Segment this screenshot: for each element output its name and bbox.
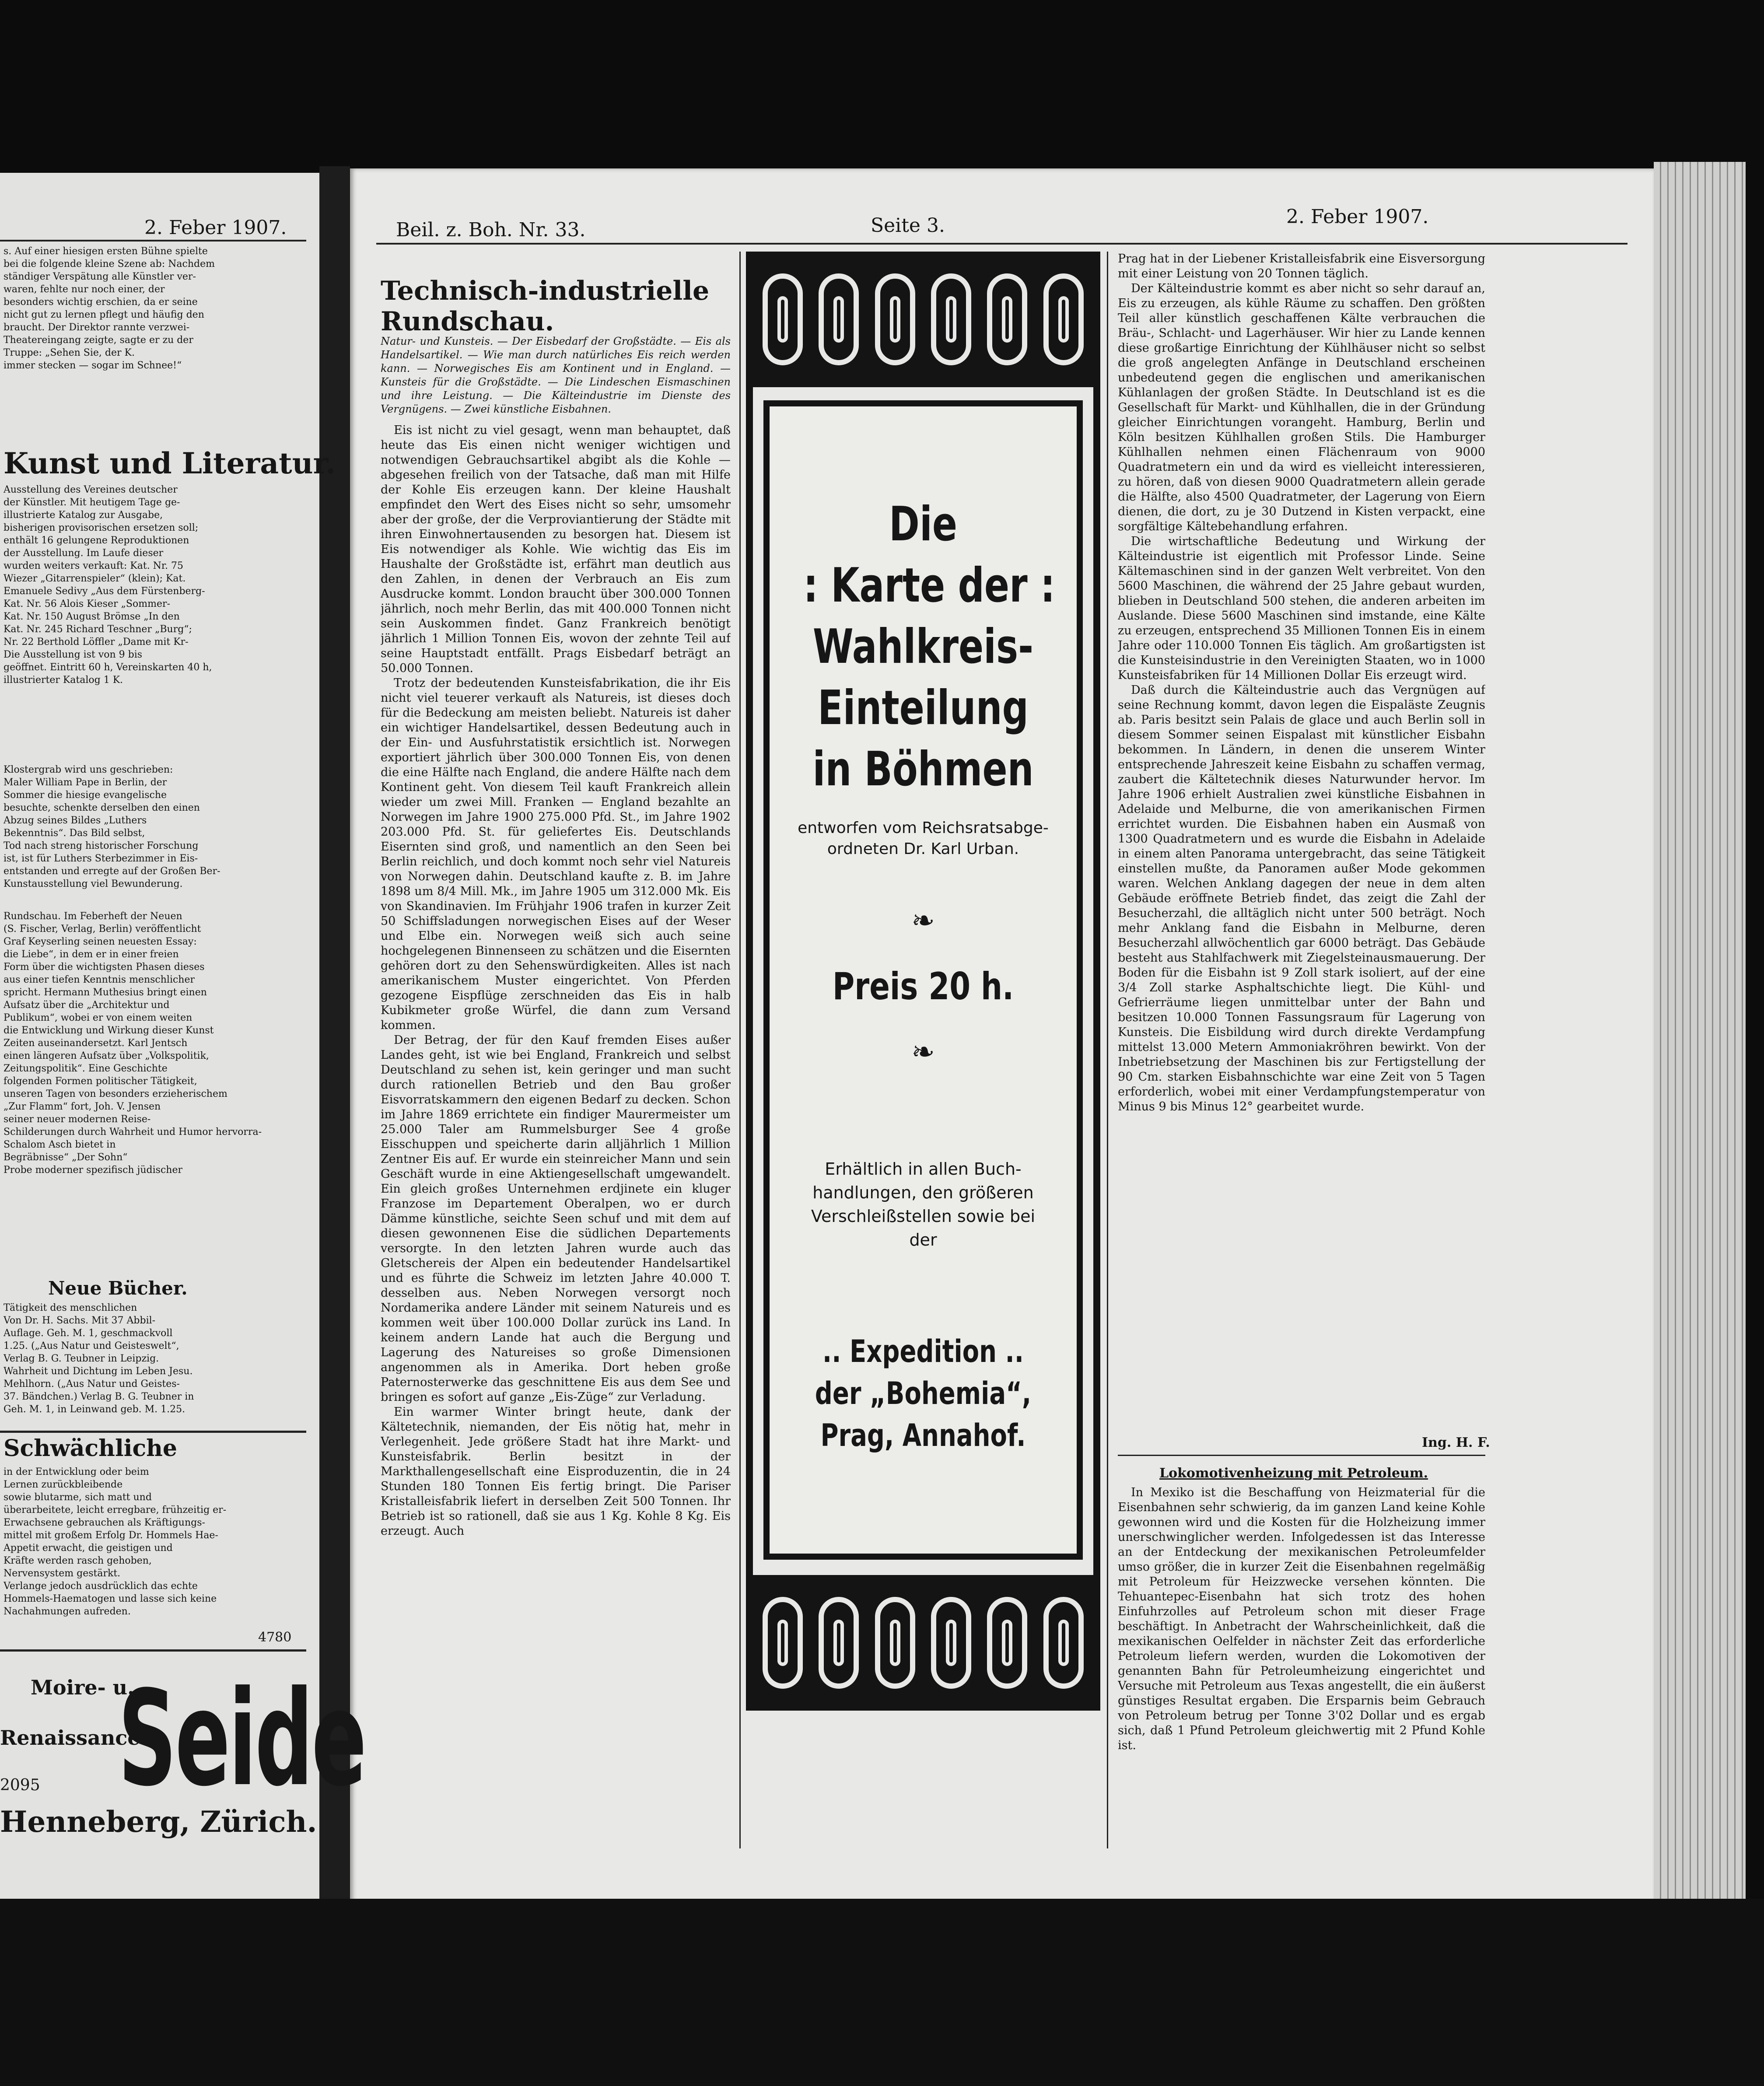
left-intro-line: braucht. Der Direktor rannte verzwei-	[4, 322, 190, 333]
left-kunst-line: Wiezer „Gitarrenspieler“ (klein); Kat.	[4, 573, 186, 584]
left-ad-line: in der Entwicklung oder beim	[4, 1466, 149, 1477]
ad-author-line-2: ordneten Dr. Karl Urban.	[827, 840, 1019, 858]
left-rundschau-line: unseren Tagen von besonders erzieherischem	[4, 1088, 228, 1099]
left-kloster-line: Kunstausstellung viel Bewunderung.	[4, 878, 183, 889]
left-kunst-line: Nr. 22 Berthold Löffler „Dame mit Kr-	[4, 637, 189, 648]
left-intro-line: besonders wichtig erschien, da er seine	[4, 297, 198, 308]
article2-paragraph: In Mexiko ist die Beschaffung von Heizmaterial für die Eisenbahnen sehr schwierig, da im ganzen Land keine Kohle gewonnen wird und die Kosten für die Holzheizung immer unerschwinglicher werden. Infolgedessen ist das Interesse an der Entdeckung der mexikanischen Petroleumfelder umso größer, die in kurzer Zeit die Eisenbahnen regelmäßig mit Petroleum für Heizzwecke versehen könnten. Die Tehuantepec-Eisenbahn hat sich trotz des hohen Einfuhrzolles auf Petroleum schon mit dieser Frage beschäftigt. In Anbetracht der Wahrscheinlichkeit, daß die mexikanischen Oelfelder in nächster Zeit das erforderliche Petroleum liefern werden, wurden die Lokomotiven der genannten Bahn für Petroleumheizung eingerichtet und Versuche mit Petroleum aus Texas angestellt, die ein äußerst günstiges Resultat ergaben. Die Ersparnis beim Gebrauch von Petroleum betrug per Tonne 3'02 Dollar und es ergab sich, daß 1 Pfund Petroleum gleichwertig mit 2 Pfund Kohle ist.	[1118, 1486, 1485, 1752]
left-intro-line: ständiger Verspätung alle Künstler ver-	[4, 271, 196, 282]
col3-paragraph-2: Der Kälteindustrie kommt es aber nicht so sehr darauf an, Eis zu erzeugen, als kühle Räume zu schaffen. Den größten Teil aller künstlich geschaffenen Kälte verbrauchen die Bräu-, Schlacht- und Lagerhäuser. Wir hier zu Lande kennen diese großartige Einrichtung der Kühlhäuser nicht so selbst die groß angelegten Anfänge in Deutschland erscheinen unbedeutend gegen die englischen und amerikanischen Kühlanlagen der großen Städte. In Deutschland ist es die Gesellschaft für Markt- und Kühlhallen, die in der Gründung gleicher Einrichtungen vorangeht. Hamburg, Berlin und Köln besitzen Kühlhallen großen Stils. Die Hamburger Kühlhallen nehmen einen Flächenraum von 9000 Quadratmetern ein und da wird es vielleicht interessieren, zu hören, daß von diesen 9000 Quadratmetern allein gerade die Hälfte, also 4500 Quadratmeter, der Lagerung von Eiern dienen, die dort, zu je 30 Dutzend in Kisten verpackt, eine sorgfältige Kältebehandlung erfahren.	[1118, 282, 1485, 533]
article-rundschau-body	[381, 335, 731, 1853]
left-kloster-line: Abzug seines Bildes „Luthers	[4, 815, 147, 826]
left-kunst-line: enthält 16 gelungene Reproduktionen	[4, 535, 189, 546]
left-intro-line: bei die folgende kleine Szene ab: Nachdem	[4, 259, 215, 270]
left-kunst-text	[4, 483, 305, 763]
left-kunst-line: der Künstler. Mit heutigem Tage ge-	[4, 497, 180, 508]
ad-title-line-3: Wahlkreis-	[812, 620, 1034, 674]
article-paragraph-3: Der Betrag, der für den Kauf fremden Eises außer Landes geht, ist wie bei England, Frankreich und selbst Deutschland zu sehen ist, kein geringer und man sucht durch rationellen Betrieb und den Bau großer Eisvorratskammern den eigenen Bedarf zu decken. Schon im Jahre 1869 errichtete ein findiger Maurermeister um 25.000 Taler am Rummelsburger See 4 große Eisschuppen und speicherte darin alljährlich 1 Million Zentner Eis auf. Er wurde ein steinreicher Mann und sein Geschäft wurde in eine Aktiengesellschaft umgewandelt. Ein gleich großes Unternehmen erdjinete ein kluger Franzose im Departement Oberalpen, wo er durch Dämme künstliche, seichte Seen schuf und mit dem auf diesen gewonnenen Eise die südlichen Departements versorgte. In den letzten Jahren wurde auch das Gletschereis der Alpen ein bedeutender Handelsartikel und es führte die Schweiz im letzten Jahre 40.000 T. desselben aus. Neben Norwegen versorgt noch Nordamerika andere Länder mit seinem Natureis und es kommen weit über 100.000 Dollar zurück ins Land. In keinem andern Lande hat auch die Bergung und Lagerung des Natureises so große Dimensionen angenommen als in Amerika. Dort heben große Paternosterwerke das geschnittene Eis aus dem See und bringen es sofort auf ganze „Eis-Züge“ zur Verladung.	[381, 1033, 731, 1404]
map-advertisement	[746, 252, 1100, 1711]
left-intro-line: immer stecken — sogar im Schnee!“	[4, 360, 182, 371]
ornament-band-top	[746, 252, 1100, 387]
neue-buecher-line: Verlag B. G. Teubner in Leipzig.	[4, 1353, 159, 1364]
left-rundschau-line: Probe moderner spezifisch jüdischer	[4, 1165, 182, 1176]
left-ad-line: Hommels-Haematogen und lasse sich keine	[4, 1593, 217, 1604]
article-paragraph-4: Ein warmer Winter bringt heute, dank der Kältetechnik, niemanden, der Eis nötig hat, mehr in Verlegenheit. Jede größere Stadt hat ihre Markt- und Kunsteisfabrik. Berlin besitzt in der Markthallengesellschaft eine Eisproduzentin, die in 24 Stunden 180 Tonnen Eis fertig bringt. Die Pariser Kristalleisfabrik liefert in derselben Zeit 500 Tonnen. Ihr Betrieb ist so rationell, daß sie aus 1 Kg. Kohle 8 Kg. Eis erzeugt. Auch	[381, 1405, 731, 1538]
article-kuehlhallen-body	[1118, 252, 1485, 1433]
left-rundschau-line: einen längeren Aufsatz über „Volkspolitik,	[4, 1050, 209, 1061]
left-rundschau-line: aus einer tiefen Kenntnis menschlicher	[4, 974, 195, 985]
article-paragraph-1: Eis ist nicht zu viel gesagt, wenn man behauptet, daß heute das Eis einen nicht weniger wichtigen und notwendigen Gebrauchsartikel abgibt als die Kohle — abgesehen freilich von der Tatsache, daß man mit Hilfe der Kohle Eis erzeugen kann. Der kleine Haushalt empfindet den Wert des Eises nicht so sehr, umsomehr aber der große, der die Verproviantierung der Städte mit ihren Einwohnertausenden zu besorgen hat. Diesem ist Eis notwendiger als Kohle. Wie wichtig das Eis im Haushalte der Großstädte ist, erfährt man deutlich aus den Zahlen, in denen der Verbrauch an Eis zum Ausdrucke kommt. London braucht über 300.000 Tonnen jährlich, noch mehr Berlin, das mit 400.000 Tonnen nicht sein Auskommen findet. Ganz Frankreich benötigt jährlich 1 Million Tonnen Eis, wovon der zehnte Teil auf seine Hauptstadt entfällt. Prags Eisbedarf beträgt an 50.000 Tonnen.	[381, 424, 731, 675]
leaf-ornament-icon: ❧	[911, 1036, 935, 1068]
left-ad-line: überarbeitete, leicht erregbare, frühzeitig er-	[4, 1505, 227, 1516]
neue-buecher-line: Von Dr. H. Sachs. Mit 37 Abbil-	[4, 1315, 156, 1326]
left-ad-rule-bottom	[0, 1649, 306, 1652]
col3-article-rule	[1118, 1455, 1485, 1456]
left-rundschau-line: Schalom Asch bietet in	[4, 1139, 116, 1150]
ad-expedition-line-3: Prag, Annahof.	[820, 1418, 1026, 1453]
col3-paragraph-1: Prag hat in der Liebener Kristalleisfabrik eine Eisversorgung mit einer Leistung von 20 Tonnen täglich.	[1118, 252, 1485, 280]
left-rundschau-line: die Entwicklung und Wirkung dieser Kunst	[4, 1025, 214, 1036]
left-kunst-line: Kat. Nr. 56 Alois Kieser „Sommer-	[4, 598, 170, 609]
neue-buecher-line: Geh. M. 1, in Leinwand geb. M. 1.25.	[4, 1404, 186, 1415]
ad-dealer-line-4: der	[909, 1230, 937, 1250]
ad-dealer-line-2: handlungen, den größeren	[812, 1183, 1034, 1202]
col3-paragraph-3: Die wirtschaftliche Bedeutung und Wirkung der Kälteindustrie ist eigentlich mit Professor Linde. Seine Kältemaschinen sind in der ganzen Welt verbreitet. Von den 5600 Maschinen, die während der 25 Jahre gebaut wurden, blieben in Deutschland 500 stehen, die anderen arbeiten im Auslande. Diese 5600 Maschinen sind imstande, eine Kälte zu erzeugen, entsprechend 35 Millionen Tonnen Eis in einem Jahre oder 110.000 Tonnen Eis täglich. Am großartigsten ist die Kunsteisindustrie in den Vereinigten Staaten, wo in 1000 Kunsteisfabriken für 14 Millionen Dollar Eis erzeugt wird.	[1118, 535, 1485, 682]
neue-buecher-line: 37. Bändchen.) Verlag B. G. Teubner in	[4, 1391, 194, 1402]
seide-firm: Henneberg, Zürich.	[0, 1805, 317, 1839]
left-rundschau-text	[4, 910, 305, 1273]
left-rundschau-line: Zeitungspolitik“. Eine Geschichte	[4, 1063, 168, 1074]
section-title-kunst: Kunst und Literatur.	[4, 446, 336, 480]
article2-body	[1118, 1485, 1485, 1805]
left-kunst-line: wurden weiters verkauft: Kat. Nr. 75	[4, 560, 184, 571]
left-kunst-line: Emanuele Sedivy „Aus dem Fürstenberg-	[4, 586, 205, 597]
left-kloster-line: Sommer die hiesige evangelische	[4, 790, 167, 801]
left-ad-line: sowie blutarme, sich matt und	[4, 1492, 152, 1503]
col3-paragraph-4: Daß durch die Kälteindustrie auch das Vergnügen auf seine Rechnung kommt, davon legen die Eispaläste Zeugnis ab. Paris besitzt sein Palais de glace und auch Berlin soll in diesem Sommer seinen Eispalast mit künstlicher Eisbahn bekommen. In Ländern, in denen die unserem Winter entsprechende Jahreszeit keine Eisbahn zu schaffen vermag, zaubert die Kältetechnik dieses Naturwunder hervor. Im Jahre 1906 erhielt Australien zwei künstliche Eisbahnen in Adelaide und Melburne, die von amerikanischen Firmen errichtet wurden. Die Eisbahnen haben ein Ausmaß von 1300 Quadratmetern und es wurde die Eisbahn in Adelaide in einem alten Panorama untergebracht, das seine Tätigkeit einstellen mußte, da Panoramen außer Mode gekommen waren. Welchen Anklang dagegen der neue in dem alten Gebäude eröffnete Betrieb findet, das zeigt die Zahl der Besucherzahl, die alltäglich nicht unter 500 beträgt. Noch mehr Anklang fand die Eisbahn in Melburne, deren Besucherzahl allwöchentlich gar 6000 beträgt. Das Gebäude besteht aus Stahlfachwerk mit Ziegelsteinausmauerung. Der Boden für die Eisbahn ist 9 Zoll stark isoliert, auf der eine 3/4 Zoll starke Asphaltschichte liegt. Die Kühl- und Gefrierräume liegen unmittelbar unter der Bahn und besitzen 10.000 Tonnen Fassungsraum für Lagerung von Kunsteis. Die Eisbildung wird durch direkte Verdampfung mittelst 13.000 Metern Ammoniakröhren bewirkt. Von der Inbetriebsetzung der Maschinen bis zur Fertigstellung der 90 Cm. starken Eisbahnschichte war eine Zeit von 5 Tagen erforderlich, wobei mit einer Verdampfungstemperatur von Minus 9 bis Minus 12° gearbeitet wurde.	[1118, 683, 1485, 1113]
seide-number: 2095	[0, 1776, 40, 1794]
right-header-center: Seite 3.	[871, 214, 945, 237]
left-kunst-line: illustrierte Katalog zur Ausgabe,	[4, 510, 163, 521]
neue-buecher-line: Tätigkeit des menschlichen	[4, 1302, 137, 1313]
left-kunst-line: geöffnet. Eintritt 60 h, Vereinskarten 40 h,	[4, 662, 212, 673]
column-rule-1	[739, 252, 741, 1848]
neue-buecher-line: 1.25. („Aus Natur und Geisteswelt“,	[4, 1340, 179, 1351]
ad-expedition-line-2: der „Bohemia“,	[815, 1376, 1032, 1411]
article2-title: Lokomotivenheizung mit Petroleum.	[1159, 1466, 1428, 1481]
ad-expedition-line-1: .. Expedition ..	[822, 1334, 1024, 1369]
right-header-left: Beil. z. Boh. Nr. 33.	[396, 219, 586, 241]
left-kloster-line: besuchte, schenkte derselben den einen	[4, 802, 200, 813]
left-rundschau-line: (S. Fischer, Verlag, Berlin) veröffentlicht	[4, 924, 201, 934]
left-ad-line: Nervensystem gestärkt.	[4, 1568, 121, 1579]
ad-title-line-4: Einteilung	[818, 681, 1029, 735]
left-rundschau-line: Form über die wichtigsten Phasen dieses	[4, 962, 205, 973]
left-kunst-line: der Ausstellung. Im Laufe dieser	[4, 548, 164, 559]
left-rundschau-line: Rundschau. Im Feberheft der Neuen	[4, 911, 182, 922]
left-rundschau-line: die Liebe“, in dem er in einer freien	[4, 949, 179, 960]
left-kunst-line: illustrierter Katalog 1 K.	[4, 675, 123, 686]
left-ad-line: Erwachsene gebrauchen als Kräftigungs-	[4, 1517, 205, 1528]
left-kunst-line: Kat. Nr. 150 August Brömse „In den	[4, 611, 180, 622]
leaf-ornament-icon: ❧	[911, 905, 935, 937]
left-ad-line: Verlange jedoch ausdrücklich das echte	[4, 1581, 198, 1592]
left-rundschau-line: Publikum“, wobei er von einem weiten	[4, 1012, 192, 1023]
left-ad-line: Kräfte werden rasch gehoben,	[4, 1555, 152, 1566]
ad-title-line-2: : Karte der :	[803, 558, 1055, 613]
article-title-rundschau: Technisch-industrielle Rundschau.	[381, 276, 710, 337]
advertisement-frame	[763, 400, 1083, 1560]
left-rundschau-line: Begräbnisse“ „Der Sohn“	[4, 1152, 128, 1163]
ad-price: Preis 20 h.	[832, 965, 1014, 1008]
scan-background	[0, 1899, 1764, 2086]
left-ad-rule-top	[0, 1431, 306, 1433]
left-intro-line: Theatereingang zeigte, sagte er zu der	[4, 335, 193, 346]
article-paragraph-2: Trotz der bedeutenden Kunsteisfabrikation, die ihr Eis nicht viel teuerer verkauft als Natureis, ist dieses doch für die Bedeckung am meisten beliebt. Natureis ist daher ein wichtiger Handelsartikel, dessen Bedeutung auch in der Ein- und Ausfuhrstatistik ersichtlich ist. Norwegen exportiert jährlich über 300.000 Tonnen Eis, von denen die eine Hälfte nach England, die andere Hälfte nach dem Kontinent geht. Von diesem Teil kauft Frankreich allein wieder um zwei Mill. Franken — England bezahlte an Norwegen im Jahre 1900 275.000 Pfd. St., im Jahre 1902 203.000 Pfd. St. für geliefertes Eis. Deutschlands Eisernten sind groß, und namentlich an den Seen bei Berlin reichlich, und doch kommt noch sehr viel Natureis von Norwegen dahin. Deutschland kaufte z. B. im Jahre 1898 um 8/4 Mill. Mk., im Jahre 1905 um 312.000 Mk. Eis von Skandinavien. Im Frühjahr 1906 trafen in kurzer Zeit 50 Schiffsladungen norwegischen Eises auf der Weser und Elbe ein. Norwegen weiß sich auch seine hochgelegenen Binnenseen zu schätzen und die Eisernten gehören dort zu den Sehenswürdigkeiten. Alles ist nach amerikanischem Muster eingerichtet. Von Pferden gezogene Eispflüge zerschneiden das Eis in halb Kubikmeter große Würfel, die dann zum Versand kommen.	[381, 676, 731, 1032]
seide-left-1: Moire- u.	[31, 1676, 135, 1699]
ad-title-line-5: in Böhmen	[812, 742, 1034, 797]
article-signature: Ing. H. F.	[1422, 1435, 1490, 1450]
ad-dealer-line-1: Erhältlich in allen Buch-	[825, 1159, 1022, 1179]
ornament-band-bottom	[746, 1575, 1100, 1711]
left-intro-line: waren, fehlte nur noch einer, der	[4, 284, 165, 295]
left-kloster-text	[4, 763, 305, 903]
left-rundschau-line: seiner neuer modernen Reise-	[4, 1114, 151, 1125]
left-ad-line: mittel mit großem Erfolg Dr. Hommels Hae-	[4, 1530, 218, 1541]
left-rundschau-line: Zeiten auseinandersetzt. Karl Jentsch	[4, 1038, 188, 1049]
left-intro-line: nicht gut zu lernen pflegt und häufig den	[4, 309, 204, 320]
column-rule-2	[1107, 252, 1108, 1848]
left-ad-number: 4780	[258, 1630, 292, 1645]
left-rundschau-line: spricht. Hermann Muthesius bringt einen	[4, 987, 207, 998]
neue-buecher-line: Mehlhorn. („Aus Natur und Geistes-	[4, 1379, 180, 1390]
left-kunst-line: Kat. Nr. 245 Richard Teschner „Burg“;	[4, 624, 192, 635]
left-ad-line: Appetit erwacht, die geistigen und	[4, 1543, 173, 1554]
left-kloster-line: Tod nach streng historischer Forschung	[4, 840, 199, 851]
left-rundschau-line: Schilderungen durch Wahrheit und Humor hervorra-	[4, 1127, 262, 1138]
ad-author-line-1: entworfen vom Reichsratsabge-	[798, 819, 1049, 837]
left-kunst-line: bisherigen provisorischen ersetzen soll;	[4, 522, 199, 533]
article-summary: Natur- und Kunsteis. — Der Eisbedarf der Großstädte. — Eis als Handelsartikel. — Wie man durch natürliches Eis reich werden kann. — Norwegisches Eis am Kontinent und in England. — Kunsteis für die Großstädte. — Die Lindeschen Eismaschinen und ihre Leistung. — Die Kälteindustrie im Dienste des Vergnügens. — Zwei künstliche Eisbahnen.	[381, 335, 731, 415]
left-ad-line: Nachahmungen aufreden.	[4, 1606, 131, 1617]
left-intro-line: Truppe: „Sehen Sie, der K.	[4, 347, 135, 358]
left-ad-line: Lernen zurückbleibende	[4, 1479, 123, 1490]
neue-buecher-line: Auflage. Geh. M. 1, geschmackvoll	[4, 1328, 173, 1339]
left-intro-text	[4, 245, 305, 446]
left-kunst-line: Die Ausstellung ist von 9 bis	[4, 649, 143, 660]
neue-buecher-line: Wahrheit und Dichtung im Leben Jesu.	[4, 1366, 193, 1377]
left-header-rule	[0, 240, 306, 242]
left-rundschau-line: „Zur Flamm“ fort, Joh. V. Jensen	[4, 1101, 161, 1112]
left-kloster-line: ist, ist für Luthers Sterbezimmer in Eis-	[4, 853, 198, 864]
right-header-rule	[376, 243, 1628, 245]
left-kloster-line: Bekenntnis“. Das Bild selbst,	[4, 828, 145, 839]
left-rundschau-line: folgenden Formen politischer Tätigkeit,	[4, 1076, 197, 1087]
left-rundschau-line: Aufsatz über die „Architektur und	[4, 1000, 170, 1011]
left-kunst-line: Ausstellung des Vereines deutscher	[4, 484, 178, 495]
right-header-right: 2. Feber 1907.	[1286, 206, 1429, 228]
ad-dealer-line-3: Verschleißstellen sowie bei	[811, 1207, 1036, 1226]
neue-buecher-title: Neue Bücher.	[48, 1278, 188, 1299]
left-header-date: 2. Feber 1907.	[144, 217, 287, 239]
left-ad-text	[4, 1466, 305, 1641]
seide-left-2: Renaissance-	[0, 1726, 149, 1750]
left-kloster-line: Klostergrab wird uns geschrieben:	[4, 764, 173, 775]
left-intro-line: s. Auf einer hiesigen ersten Bühne spielte	[4, 246, 208, 257]
left-kloster-line: entstanden und erregte auf der Großen Ber-	[4, 866, 220, 877]
page-edges	[1654, 162, 1746, 1947]
ad-title-line-1: Die	[889, 497, 957, 552]
seide-big-word: Seide	[118, 1662, 365, 1815]
neue-buecher-text	[4, 1302, 305, 1428]
left-rundschau-line: Graf Keyserling seinen neuesten Essay:	[4, 936, 197, 947]
book-gutter	[319, 166, 350, 1912]
ad-title-schwaechliche: Schwächliche	[4, 1435, 178, 1462]
left-kloster-line: Maler William Pape in Berlin, der	[4, 777, 167, 788]
